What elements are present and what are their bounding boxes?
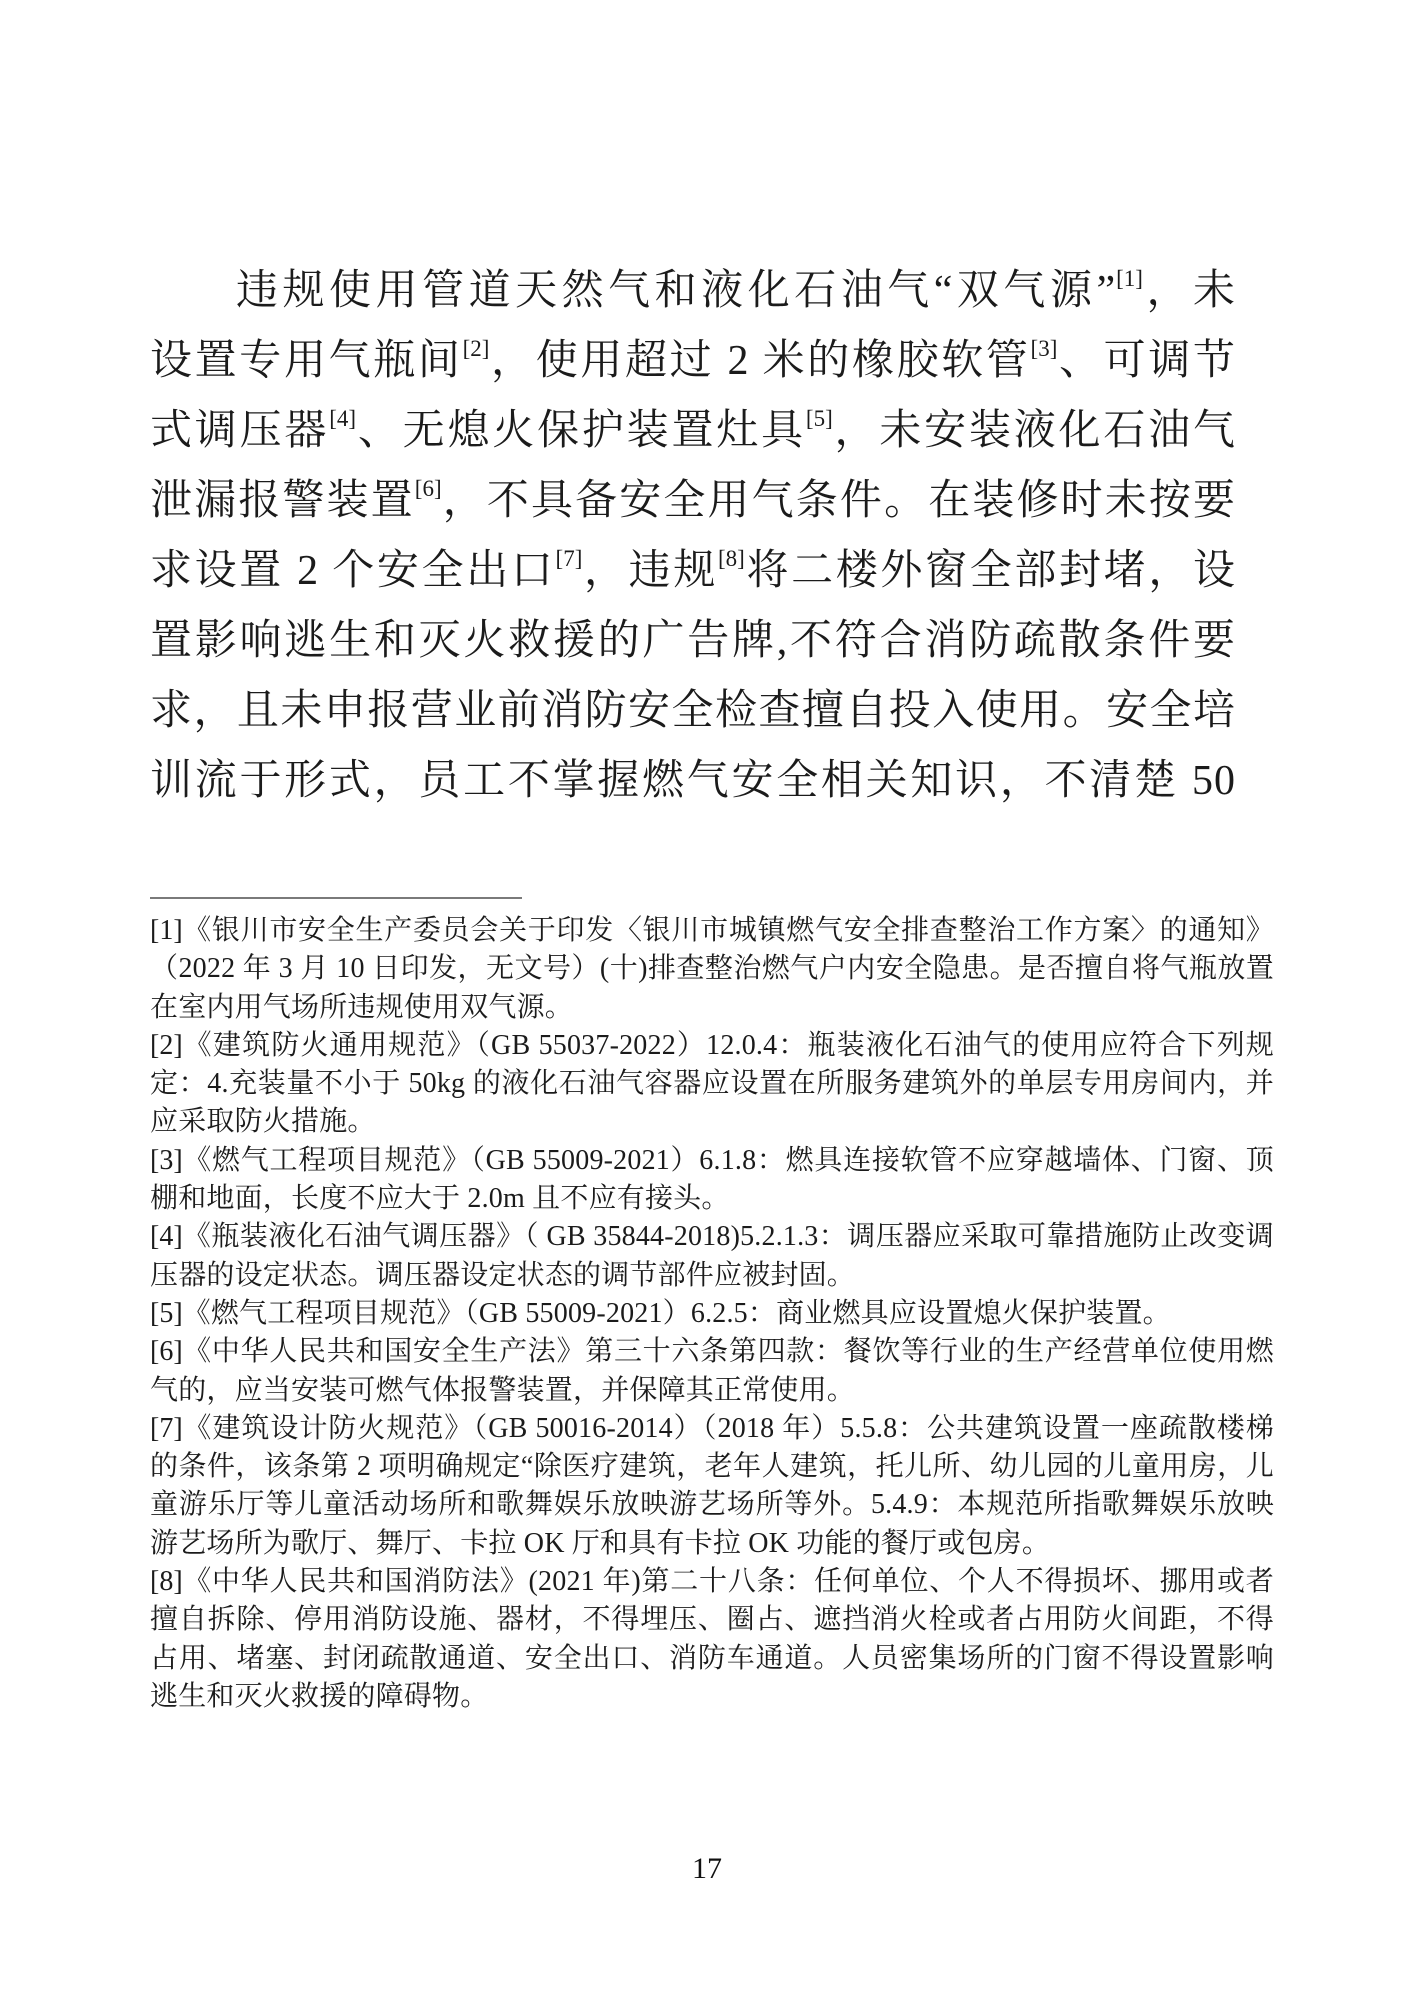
- footnote-marker: [6]: [150, 1336, 183, 1368]
- body-text-line: [150, 676, 1236, 746]
- body-text-line: [150, 536, 1236, 606]
- footnote-item: [150, 1563, 1274, 1716]
- body-text-segment: 训流于形式，员工不掌握燃气安全相关知识，不清楚 50: [150, 758, 1236, 804]
- body-text-segment: 违规使用管道天然气和液化石油气“双气源”: [236, 268, 1117, 314]
- body-text-segment: 泄漏报警装置: [150, 478, 415, 524]
- body-text-segment: 求设置 2 个安全出口: [150, 548, 556, 594]
- body-text-segment: ，不具备安全用气条件。在装修时未按要: [441, 478, 1236, 524]
- footnote-ref: [2]: [462, 336, 490, 361]
- footnote-text: 《建筑设计防火规范》（GB 50016-2014）（2018 年）5.5.8：公共建筑设置一座疏散楼梯的条件，该条第 2 项明确规定“除医疗建筑，老年人建筑，托儿所、幼儿园的儿童用房，儿童游乐厅等儿童活动场所和歌舞娱乐放映游艺场所等外。5.4.9：本规范所指歌舞娱乐放映游艺场所为歌厅、舞厅、卡拉 OK 厅和具有卡拉 OK 功能的餐厅或包房。: [150, 1412, 1274, 1559]
- footnote-item: [150, 1027, 1274, 1142]
- body-text-line: [150, 606, 1236, 676]
- footnote-marker: [7]: [150, 1412, 183, 1444]
- body-text-segment: 、可调节: [1057, 338, 1236, 384]
- body-text-segment: 、无熄火保护装置灶具: [356, 408, 806, 454]
- footnote-item: [150, 912, 1274, 1027]
- body-text-line: [150, 746, 1236, 816]
- footnote-ref: [7]: [555, 546, 583, 571]
- body-text-segment: ，未安装液化石油气: [832, 408, 1236, 454]
- body-text-segment: 将二楼外窗全部封堵，设: [744, 548, 1236, 594]
- footnote-marker: [3]: [150, 1144, 183, 1176]
- footnote-marker: [8]: [150, 1566, 183, 1598]
- footnote-marker: [5]: [150, 1297, 183, 1329]
- footnote-separator: [150, 897, 522, 899]
- footnote-ref: [8]: [717, 546, 745, 571]
- footnote-ref: [1]: [1116, 266, 1143, 291]
- footnote-text: 《燃气工程项目规范》（GB 55009-2021）6.2.5：商业燃具应设置熄火保护装置。: [182, 1297, 1171, 1329]
- body-text-segment: 求，且未申报营业前消防安全检查擅自投入使用。安全培: [150, 688, 1236, 734]
- footnote-text: 《中华人民共和国消防法》(2021 年)第二十八条：任何单位、个人不得损坏、挪用或者擅自拆除、停用消防设施、器材，不得埋压、圈占、遮挡消火栓或者占用防火间距，不得占用、堵塞、封闭疏散通道、安全出口、消防车通道。人员密集场所的门窗不得设置影响逃生和灭火救援的障碍物。: [150, 1566, 1274, 1712]
- body-text-segment: ，未: [1142, 268, 1236, 314]
- footnote-marker: [2]: [150, 1029, 183, 1061]
- footnote-ref: [4]: [329, 406, 357, 431]
- footnote-item: [150, 1142, 1274, 1219]
- footnote-marker: [1]: [150, 915, 183, 946]
- footnote-text: 《中华人民共和国安全生产法》第三十六条第四款：餐饮等行业的生产经营单位使用燃气的，应当安装可燃气体报警装置，并保障其正常使用。: [150, 1336, 1274, 1406]
- footnote-ref: [6]: [414, 476, 442, 501]
- body-text-segment: ，使用超过 2 米的橡胶软管: [489, 338, 1031, 384]
- footnote-text: 《建筑防火通用规范》（GB 55037-2022）12.0.4：瓶装液化石油气的使用应符合下列规定：4.充装量不小于 50kg 的液化石油气容器应设置在所服务建筑外的单层专用房间内，并应采取防火措施。: [150, 1029, 1274, 1138]
- footnote-item: [150, 1410, 1274, 1563]
- footnote-text: 《燃气工程项目规范》（GB 55009-2021）6.1.8：燃具连接软管不应穿越墙体、门窗、顶棚和地面，长度不应大于 2.0m 且不应有接头。: [150, 1144, 1274, 1215]
- body-text-segment: 置影响逃生和灭火救援的广告牌,不符合消防疏散条件要: [150, 618, 1236, 664]
- body-text-line: [150, 256, 1236, 326]
- body-text-line: [150, 326, 1236, 396]
- footnote-list: [150, 912, 1274, 1716]
- body-text-segment: ，违规: [582, 548, 718, 594]
- body-text-line: [150, 396, 1236, 466]
- body-paragraph: [150, 256, 1236, 816]
- body-text-segment: 设置专用气瓶间: [150, 338, 463, 384]
- page-number: 17: [692, 1852, 722, 1885]
- footnote-item: [150, 1218, 1274, 1295]
- footnote-ref: [3]: [1030, 336, 1058, 361]
- footnote-text: 《银川市安全生产委员会关于印发〈银川市城镇燃气安全排查整治工作方案〉的通知》（2022 年 3 月 10 日印发，无文号）(十)排查整治燃气户内安全隐患。是否擅自将气瓶放置在室内用气场所违规使用双气源。: [150, 915, 1274, 1023]
- footnote-item: [150, 1333, 1274, 1410]
- body-text-line: [150, 466, 1236, 536]
- footnote-ref: [5]: [805, 406, 833, 431]
- footnote-marker: [4]: [150, 1221, 183, 1253]
- body-text-segment: 式调压器: [150, 408, 330, 454]
- footnote-text: 《瓶装液化石油气调压器》（ GB 35844-2018)5.2.1.3：调压器应采取可靠措施防止改变调压器的设定状态。调压器设定状态的调节部件应被封固。: [150, 1221, 1274, 1291]
- footnote-item: [150, 1295, 1274, 1333]
